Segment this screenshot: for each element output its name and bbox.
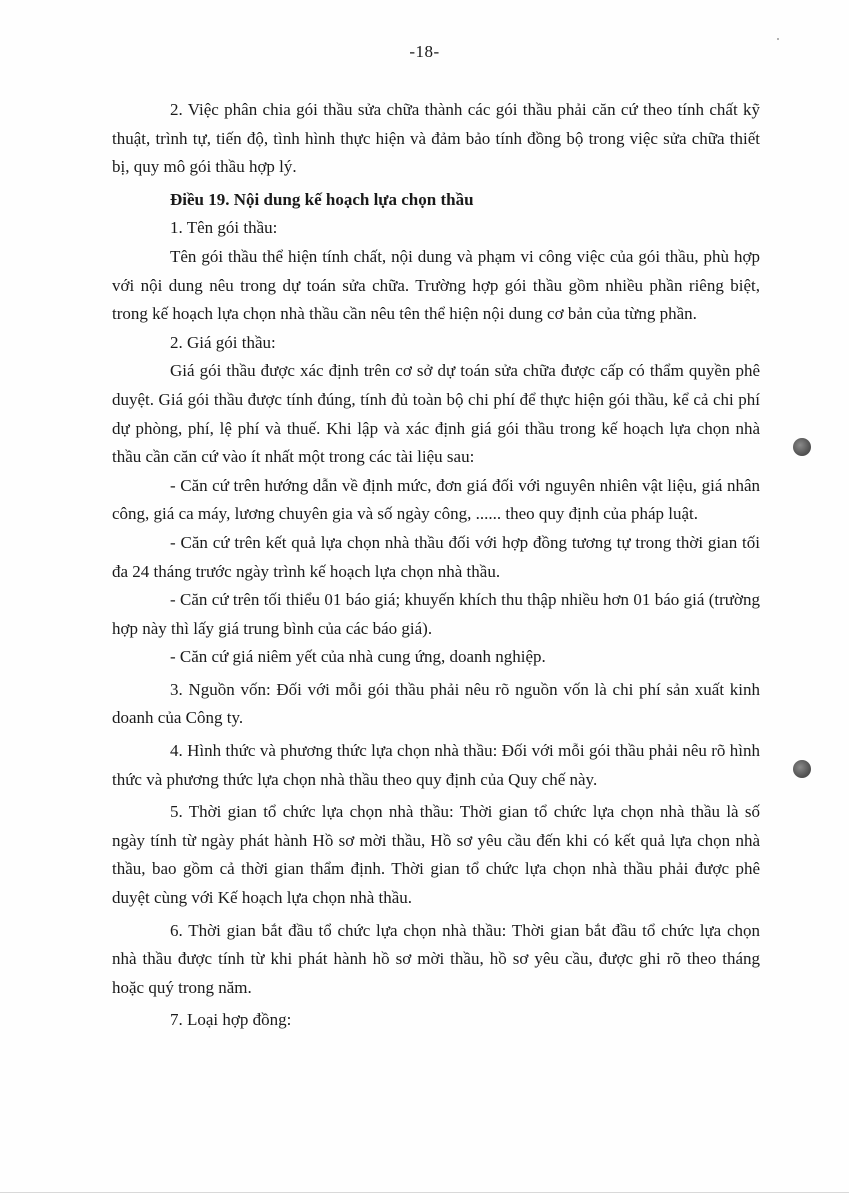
package-price-description: Giá gói thầu được xác định trên cơ sở dự toán sửa chữa được cấp có thẩm quyền phê duyệt. Giá gói thầu được tính đúng, tính đủ toàn bộ chi phí để thực hiện gói thầu, kể cả chi phí dự phòng, phí, lệ phí và thuế. Khi lập và xác định giá gói thầu trong kế hoạch lựa chọn nhà thầu cần căn cứ vào ít nhất một trong các tài liệu sau: bbox=[112, 361, 760, 467]
item-3-funding-source: 3. Nguồn vốn: Đối với mỗi gói thầu phải nêu rõ nguồn vốn là chi phí sản xuất kinh doanh của Công ty. bbox=[112, 679, 760, 728]
page-number: -18- bbox=[409, 42, 440, 61]
basis-norms-unit-prices: - Căn cứ trên hướng dẫn về định mức, đơn giá đối với nguyên nhiên vật liệu, giá nhân công, giá ca máy, lương chuyên gia và số ngày công, ...... theo quy định của pháp luật. bbox=[112, 475, 760, 524]
scan-edge-line bbox=[0, 1192, 849, 1193]
item-7-contract-type-label: 7. Loại hợp đồng: bbox=[170, 1010, 292, 1030]
article-19-heading: Điều 19. Nội dung kế hoạch lựa chọn thầu bbox=[170, 189, 474, 209]
item-1-package-name-label: 1. Tên gói thầu: bbox=[170, 218, 278, 238]
punch-hole-upper bbox=[793, 438, 811, 456]
document-body bbox=[112, 96, 760, 1035]
item-6-selection-start-time: 6. Thời gian bắt đầu tổ chức lựa chọn nhà thầu: Thời gian bắt đầu tổ chức lựa chọn nhà thầu được tính từ khi phát hành hồ sơ mời thầu, hồ sơ yêu cầu, được ghi rõ theo tháng hoặc quý trong năm. bbox=[112, 920, 760, 997]
package-name-description: Tên gói thầu thể hiện tính chất, nội dung và phạm vi công việc của gói thầu, phù hợp với nội dung nêu trong dự toán sửa chữa. Trường hợp gói thầu gồm nhiều phần riêng biệt, trong kế hoạch lựa chọn nhà thầu cần nêu tên thể hiện nội dung cơ bản của từng phần. bbox=[112, 246, 760, 324]
basis-listed-prices: - Căn cứ giá niêm yết của nhà cung ứng, doanh nghiệp. bbox=[170, 647, 546, 667]
scan-speck bbox=[777, 38, 779, 40]
punch-hole-lower bbox=[793, 760, 811, 778]
paragraph-2-package-division: 2. Việc phân chia gói thầu sửa chữa thành các gói thầu phải căn cứ theo tính chất kỹ thuật, trình tự, tiến độ, tình hình thực hiện và đảm bảo tính đồng bộ trong việc sửa chữa thiết bị, quy mô gói thầu hợp lý. bbox=[112, 100, 760, 177]
basis-quotations: - Căn cứ trên tối thiểu 01 báo giá; khuyến khích thu thập nhiều hơn 01 báo giá (trường hợp này thì lấy giá trung bình của các báo giá). bbox=[112, 590, 760, 638]
item-5-selection-duration: 5. Thời gian tổ chức lựa chọn nhà thầu: Thời gian tổ chức lựa chọn nhà thầu là số ngày tính từ ngày phát hành Hồ sơ mời thầu, Hồ sơ yêu cầu đến khi có kết quả lựa chọn nhà thầu, bao gồm cả thời gian thẩm định. Thời gian tổ chức lựa chọn nhà thầu phải được phê duyệt cùng với Kế hoạch lựa chọn nhà thầu. bbox=[112, 802, 760, 908]
item-4-selection-method: 4. Hình thức và phương thức lựa chọn nhà thầu: Đối với mỗi gói thầu phải nêu rõ hình thức và phương thức lựa chọn nhà thầu theo quy định của Quy chế này. bbox=[112, 741, 760, 789]
basis-similar-contracts: - Căn cứ trên kết quả lựa chọn nhà thầu đối với hợp đồng tương tự trong thời gian tối đa 24 tháng trước ngày trình kế hoạch lựa chọn nhà thầu. bbox=[112, 532, 760, 581]
item-2-package-price-label: 2. Giá gói thầu: bbox=[170, 332, 276, 352]
